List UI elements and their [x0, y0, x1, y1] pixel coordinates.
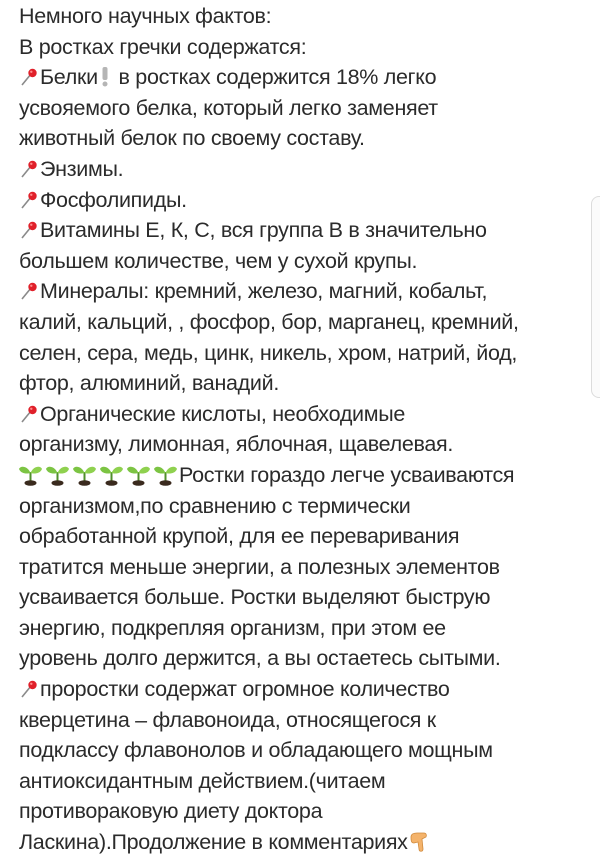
line-text: большем количестве, чем у сухой крупы.: [19, 248, 418, 273]
text-line: [19, 643, 589, 674]
text-line: [19, 246, 589, 277]
line-text: селен, сера, медь, цинк, никель, хром, натрий, йод,: [19, 340, 518, 365]
line-text: Витамины Е, К, С, вся группа В в значительно: [40, 218, 487, 243]
text-line: [19, 674, 589, 705]
text-line: [19, 154, 589, 185]
text-line: [19, 766, 589, 797]
text-line: [19, 613, 589, 644]
line-text: усваивается больше. Ростки выделяют быструю: [19, 585, 491, 610]
text-line: [19, 399, 589, 430]
line-text: фтор, алюминий, ванадий.: [19, 371, 280, 396]
scrollbar[interactable]: [591, 196, 600, 398]
line-text: Энзимы.: [40, 156, 124, 181]
line-text: калий, кальций, , фосфор, бор, марганец, кремний,: [19, 309, 519, 334]
text-line: [19, 93, 589, 124]
line-text: Белки: [40, 65, 98, 90]
line-text: В ростках гречки содержатся:: [19, 34, 307, 59]
line-text: Немного научных фактов:: [19, 4, 272, 28]
grey-exclamation-icon: [101, 65, 109, 87]
line-text: организмом,по сравнению с термически: [19, 493, 411, 518]
seedling-icon: [98, 462, 125, 486]
pushpin-icon: [19, 67, 39, 87]
line-text: тратится меньше энергии, а полезных элементов: [19, 554, 500, 579]
line-text: обработанной крупой, для ее переваривания: [19, 524, 460, 549]
hand-pointing-down-icon: [408, 831, 430, 853]
text-line: [19, 338, 589, 369]
seedling-icon: [71, 462, 98, 486]
pushpin-icon: [19, 404, 39, 424]
pushpin-icon: [19, 281, 39, 301]
text-line: [19, 429, 589, 460]
text-line: [19, 123, 589, 154]
line-text: Фосфолипиды.: [40, 187, 187, 212]
text-line: [19, 1, 589, 32]
line-text: Органические кислоты, необходимые: [40, 401, 406, 426]
pushpin-icon: [19, 220, 39, 240]
text-line: [19, 32, 589, 63]
text-line: [19, 582, 589, 613]
line-text: Ласкина).Продолжение в комментариях: [19, 830, 408, 855]
line-text: проростки содержат огромное количество: [40, 677, 450, 702]
text-line: [19, 185, 589, 216]
line-text: энергию, подкрепляя организм, при этом ее: [19, 615, 446, 640]
text-line: [19, 735, 589, 766]
line-text: Ростки гораздо легче усваиваются: [179, 462, 515, 487]
line-text: организму, лимонная, яблочная, щавелевая.: [19, 432, 454, 457]
pushpin-icon: [19, 679, 39, 699]
text-line: [19, 827, 589, 858]
text-line: [19, 521, 589, 552]
seedling-icon: [152, 462, 179, 486]
post-text: [19, 1, 589, 858]
line-text: в ростках содержится 18% легко: [112, 65, 437, 90]
text-line: [19, 368, 589, 399]
text-line: [19, 215, 589, 246]
text-line: [19, 276, 589, 307]
line-text: противораковую диету доктора: [19, 799, 323, 824]
line-text: подклассу флавонолов и обладающего мощным: [19, 738, 493, 763]
pushpin-icon: [19, 190, 39, 210]
line-text: уровень долго держится, а вы остаетесь сытыми.: [19, 646, 501, 671]
text-line: [17, 460, 589, 491]
text-line: [19, 307, 589, 338]
text-line: [19, 552, 589, 583]
text-line: [19, 62, 589, 93]
text-line: [19, 491, 589, 522]
seedling-icon: [125, 462, 152, 486]
seedling-icon: [44, 462, 71, 486]
line-text: усвояемого белка, который легко заменяет: [19, 95, 438, 120]
line-text: Минералы: кремний, железо, магний, кобальт,: [40, 279, 488, 304]
text-line: [19, 705, 589, 736]
line-text: антиоксидантным действием.(читаем: [19, 768, 386, 793]
seedling-icon: [17, 462, 44, 486]
line-text: кверцетина – флавоноида, относящегося к: [19, 707, 436, 732]
line-text: животный белок по своему составу.: [19, 126, 365, 151]
text-line: [19, 796, 589, 827]
pushpin-icon: [19, 159, 39, 179]
